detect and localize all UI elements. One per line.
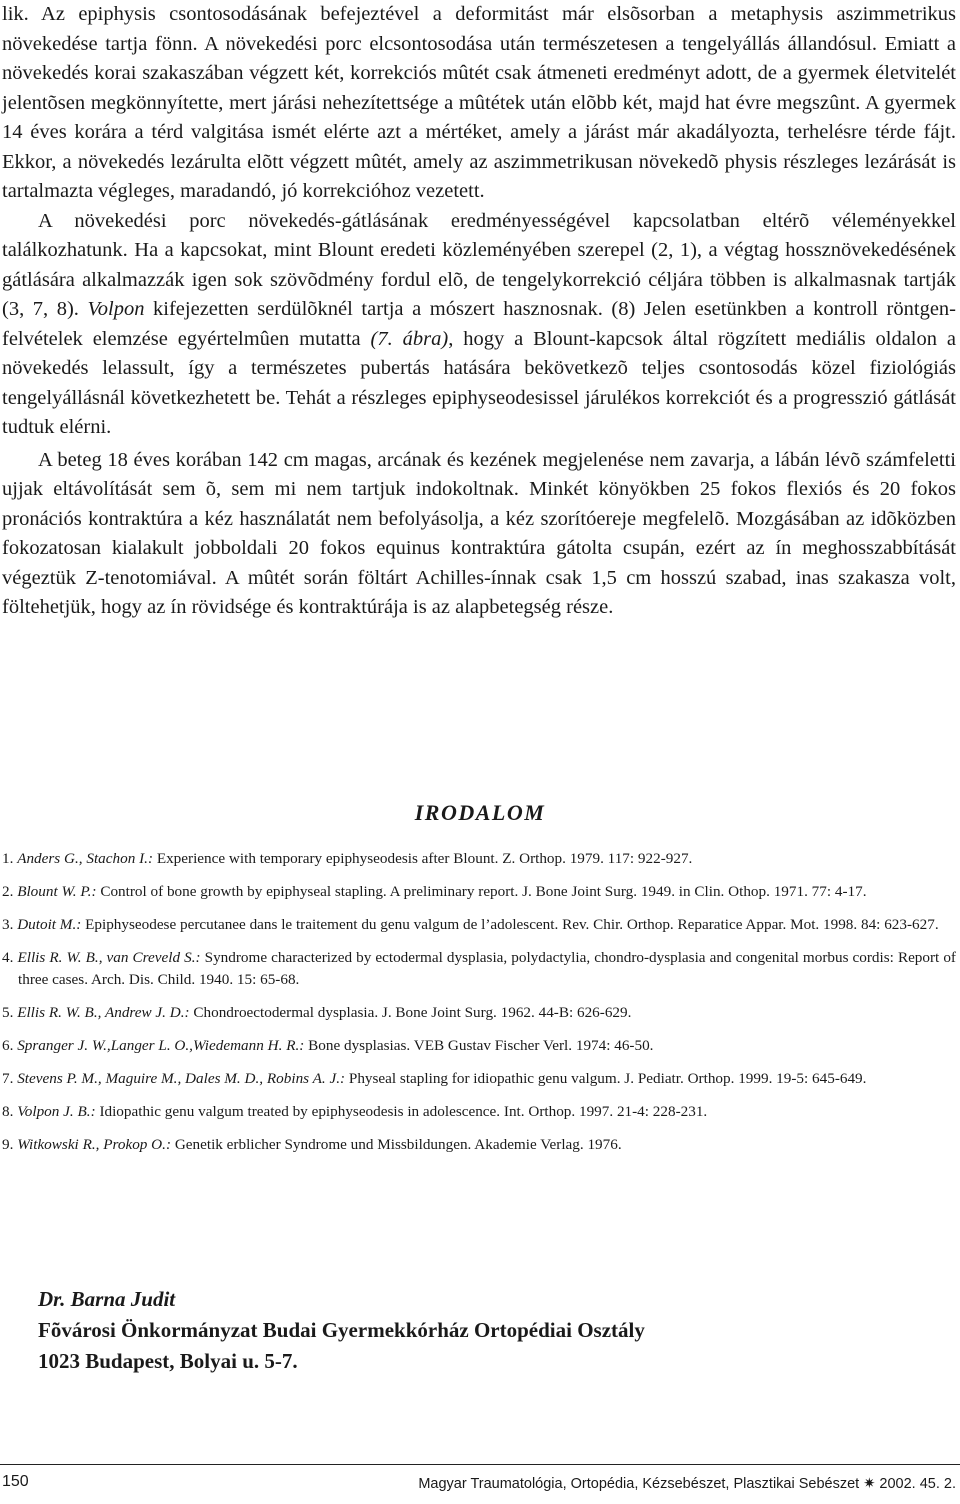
- reference-number: 8.: [2, 1103, 14, 1120]
- reference-number: 1.: [2, 850, 14, 867]
- reference-authors: Dutoit M.:: [17, 916, 82, 933]
- paragraph-2-text-c: , hogy a Blount-kapcsok által rögzített mediális oldalon a növekedés lelassult, így a természetes pubertás hatására bekövetkezõ teljes csontosodás közel fiziológiás tengelyállásnál következhetett be. Tehát a részleges epiphyseodesissel járulékos korrekciót és a progresszió gátlását tudtuk elérni.: [2, 327, 956, 438]
- reference-authors: Stevens P. M., Maguire M., Dales M. D., Robins A. J.:: [17, 1070, 346, 1087]
- reference-text: Control of bone growth by epiphyseal stapling. A preliminary report. J. Bone Joint Surg. 1949. in Clin. Othop. 1971. 77: 4-17.: [96, 883, 867, 900]
- reference-text: Chondroectodermal dysplasia. J. Bone Joint Surg. 1962. 44-B: 626-629.: [189, 1004, 632, 1021]
- paragraph-1-text: lik. Az epiphysis csontosodásának befejeztével a deformitást már elsõsorban a metaphysis aszimmetrikus növekedése tartja fönn. A növekedési porc elcsontosodása után természetesen a tengelyállás állandósul. Emiatt a növekedés korai szakaszában végzett két, korrekciós mûtét csak átmeneti eredményt adott, de a gyermek életvitelét jelentõsen megkönnyítette, mert járási nehezítettsége a mûtétek után elõbb két, majd hat évre megszûnt. A gyermek 14 éves korára a térd valgitása ismét elérte azt a mértéket, amely a járást már akadályozta, terhelésre térde fájt. Ekkor, a növekedés lezárulta elõtt végzett mûtét, amely az aszimmetrikusan növekedõ physis részleges lezárását is tartalmazta végleges, maradandó, jó korrekcióhoz vezetett.: [2, 3, 956, 202]
- footer-divider: [0, 1464, 960, 1465]
- reference-text: Bone dysplasias. VEB Gustav Fischer Verl. 1974: 46-50.: [304, 1037, 654, 1054]
- page-number: 150: [2, 1473, 29, 1490]
- article-body: [2, 0, 956, 623]
- reference-item: [2, 1101, 956, 1123]
- reference-number: 4.: [2, 949, 14, 966]
- reference-authors: Anders G., Stachon I.:: [17, 850, 154, 867]
- reference-number: 6.: [2, 1037, 14, 1054]
- reference-item: [2, 1068, 956, 1090]
- reference-text: Syndrome characterized by ectodermal dysplasia, polydactylia, chondro-dysplasia and congenital morbus cordis: Report of three cases. Arch. Dis. Child. 1940. 15: 65-68.: [18, 949, 956, 988]
- reference-text: Physeal stapling for idiopathic genu valgum. J. Pediatr. Orthop. 1999. 19-5: 645-649.: [345, 1070, 867, 1087]
- author-street: 1023 Budapest, Bolyai u. 5-7.: [38, 1349, 298, 1373]
- journal-citation: Magyar Traumatológia, Ortopédia, Kézsebészet, Plasztikai Sebészet ✷ 2002. 45. 2.: [418, 1476, 956, 1492]
- paragraph-1: [2, 0, 956, 207]
- author-name: Dr. Barna Judit: [38, 1287, 176, 1311]
- reference-number: 9.: [2, 1136, 14, 1153]
- references-heading: IRODALOM: [414, 800, 546, 825]
- reference-authors: Blount W. P.:: [17, 883, 97, 900]
- reference-list: [2, 848, 956, 1167]
- paragraph-2: [2, 207, 956, 443]
- reference-authors: Ellis R. W. B., Andrew J. D.:: [17, 1004, 190, 1021]
- paragraph-2-text-a: A növekedési porc növekedés-gátlásának eredményességével kapcsolatban eltérõ véleményekkel találkozhatunk. Ha a kapcsokat, mint Blount eredeti közleményében szerepel (2, 1), a végtag hossznövekedésének gátlására alkalmazzák igen sok szövõdmény fordul elõ, de tengelykorrekció céljára többen is alkalmasnak tartják (3, 7, 8).: [2, 209, 956, 320]
- reference-authors: Spranger J. W.,Langer L. O.,Wiedemann H. R.:: [17, 1037, 305, 1054]
- reference-item: [2, 914, 956, 936]
- reference-text: Idiopathic genu valgum treated by epiphyseodesis in adolescence. Int. Orthop. 1997. 21-4: 228-231.: [95, 1103, 708, 1120]
- paragraph-3-text: A beteg 18 éves korában 142 cm magas, arcának és kezének megjelenése nem zavarja, a lábán lévõ számfeletti ujjak eltávolítását sem õ, sem mi nem tartjuk indokoltnak. Minkét könyökben 25 fokos flexiós és 20 fokos pronációs kontraktúra a kéz használatát nem befolyásolja, a kéz szorítóereje megfelelõ. Mozgásában az idõközben fokozatosan kialakult jobboldali 20 fokos equinus kontraktúra gátolta csupán, ezért az ín meghosszabbítását végeztük Z-tenotomiával. A mûtét során föltárt Achilles-ínnak csak 1,5 cm hosszú szabad, inas szakasza volt, föltehetjük, hogy az ín rövidsége és kontraktúrája is az alapbetegség része.: [2, 448, 956, 618]
- reference-item: [2, 1002, 956, 1024]
- reference-authors: Ellis R. W. B., van Creveld S.:: [17, 949, 201, 966]
- reference-text: Epiphyseodese percutanee dans le traitement du genu valgum de l’adolescent. Rev. Chir. Orthop. Reparatice Appar. Mot. 1998. 84: 623-627.: [81, 916, 939, 933]
- reference-number: 5.: [2, 1004, 14, 1021]
- reference-number: 2.: [2, 883, 14, 900]
- figure-reference: (7. ábra): [370, 327, 449, 350]
- author-address: [38, 1284, 645, 1377]
- reference-text: Experience with temporary epiphyseodesis after Blount. Z. Orthop. 1979. 117: 922-927.: [153, 850, 693, 867]
- author-mention-volpon: Volpon: [87, 298, 145, 320]
- paragraph-2-text-b: kifejezetten serdülõknél tartja a mószert hasznosnak. (8) Jelen esetünkben a kontroll röntgen-felvételek elemzése egyértelmûen mutatta: [2, 298, 956, 350]
- reference-authors: Volpon J. B.:: [17, 1103, 96, 1120]
- author-institution: Fõvárosi Önkormányzat Budai Gyermekkórház Ortopédiai Osztály: [38, 1318, 645, 1342]
- paragraph-3: [2, 446, 956, 623]
- reference-item: [2, 1134, 956, 1156]
- reference-item: [2, 848, 956, 870]
- reference-item: [2, 881, 956, 903]
- reference-number: 3.: [2, 916, 14, 933]
- reference-number: 7.: [2, 1070, 14, 1087]
- reference-text: Genetik erblicher Syndrome und Missbildungen. Akademie Verlag. 1976.: [171, 1136, 622, 1153]
- reference-item: [2, 1035, 956, 1057]
- reference-item: [2, 947, 956, 991]
- reference-authors: Witkowski R., Prokop O.:: [17, 1136, 172, 1153]
